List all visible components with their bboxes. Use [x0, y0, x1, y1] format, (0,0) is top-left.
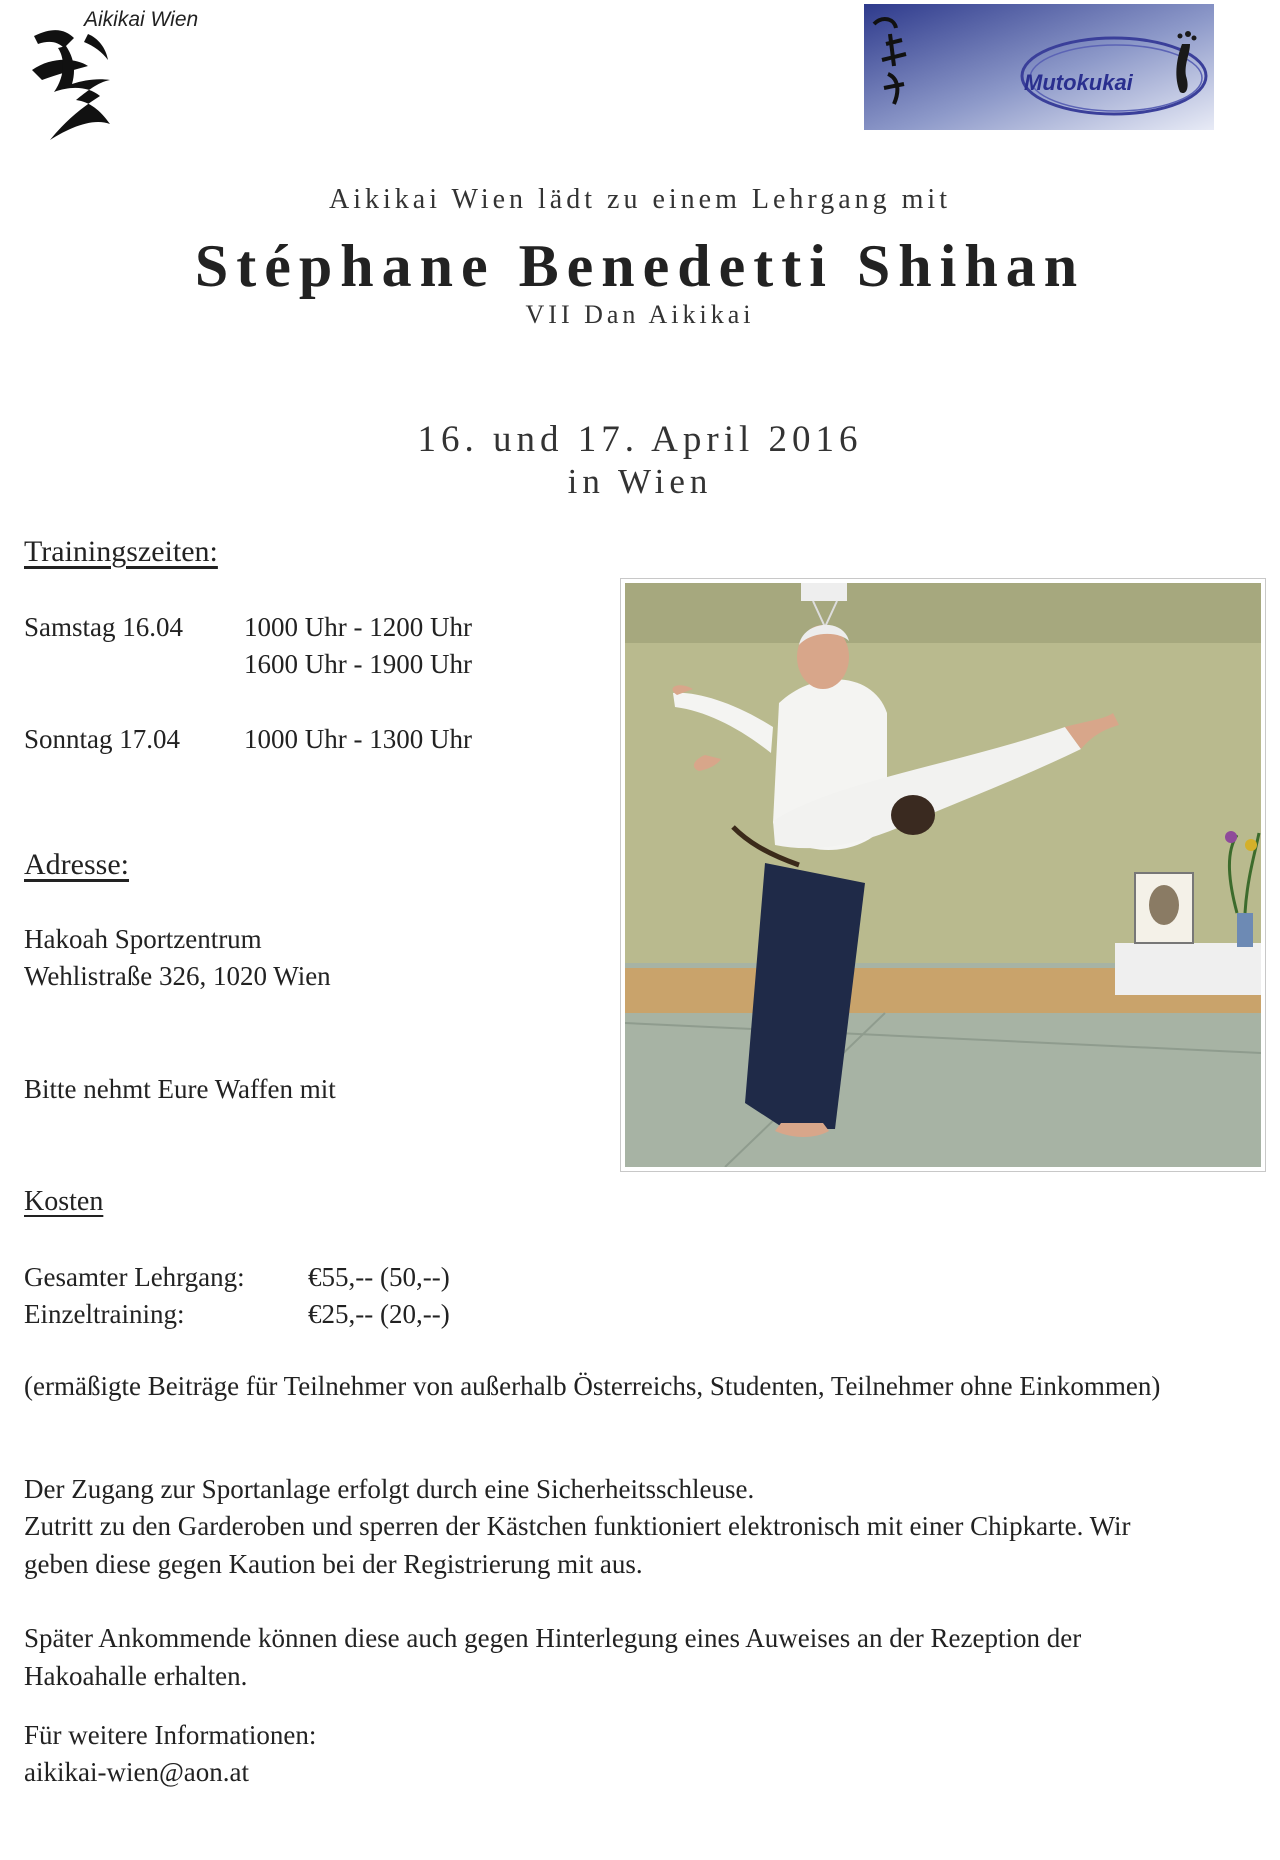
event-date: 16. und 17. April 2016	[417, 419, 863, 460]
training-heading: Trainingszeiten:	[24, 535, 218, 568]
weapons-note: Bitte nehmt Eure Waffen mit	[24, 1074, 336, 1104]
chipcard-note: Zutritt zu den Garderoben und sperren der Kästchen funktioniert elektronisch mit einer Chipkarte. Wir geben diese gegen Kaution bei der Registrierung mit aus.	[24, 1511, 1131, 1579]
aikikai-wien-logo-text: Aikikai Wien	[84, 8, 199, 31]
aikido-photo	[620, 578, 1266, 1172]
cost-label-full: Gesamter Lehrgang:	[24, 1262, 245, 1292]
cost-price-single: €25,-- (20,--)	[308, 1299, 450, 1329]
cost-price-full: €55,-- (50,--)	[308, 1262, 450, 1292]
access-note: Der Zugang zur Sportanlage erfolgt durch eine Sicherheitsschleuse.	[24, 1474, 755, 1504]
contact-label: Für weitere Informationen:	[24, 1720, 317, 1750]
training-day-sunday: Sonntag 17.04	[24, 724, 181, 754]
mutokukai-logo	[864, 4, 1214, 130]
invitation-intro: Aikikai Wien lädt zu einem Lehrgang mit	[329, 184, 951, 215]
event-place: in Wien	[567, 462, 713, 501]
contact-email[interactable]: aikikai-wien@aon.at	[24, 1757, 250, 1787]
training-time-sunday: 1000 Uhr - 1300 Uhr	[244, 724, 472, 754]
cost-label-single: Einzeltraining:	[24, 1299, 185, 1329]
reduction-note: (ermäßigte Beiträge für Teilnehmer von außerhalb Österreichs, Studenten, Teilnehmer ohne Einkommen)	[24, 1371, 1161, 1401]
training-day-saturday: Samstag 16.04	[24, 612, 183, 642]
costs-heading: Kosten	[24, 1186, 104, 1217]
mutokukai-logo-text: Mutokukai	[1024, 70, 1133, 95]
address-line1: Hakoah Sportzentrum	[24, 924, 262, 954]
late-arrival-note: Später Ankommende können diese auch gegen Hinterlegung eines Auweises an der Rezeption der Hakoahalle erhalten.	[24, 1623, 1082, 1691]
address-line2: Wehlistraße 326, 1020 Wien	[24, 961, 331, 991]
address-heading: Adresse:	[24, 848, 129, 881]
training-time-saturday-1: 1000 Uhr - 1200 Uhr	[244, 612, 472, 642]
instructor-rank: VII Dan Aikikai	[525, 300, 755, 329]
training-time-saturday-2: 1600 Uhr - 1900 Uhr	[244, 649, 472, 679]
instructor-name: Stéphane Benedetti Shihan	[194, 233, 1086, 299]
